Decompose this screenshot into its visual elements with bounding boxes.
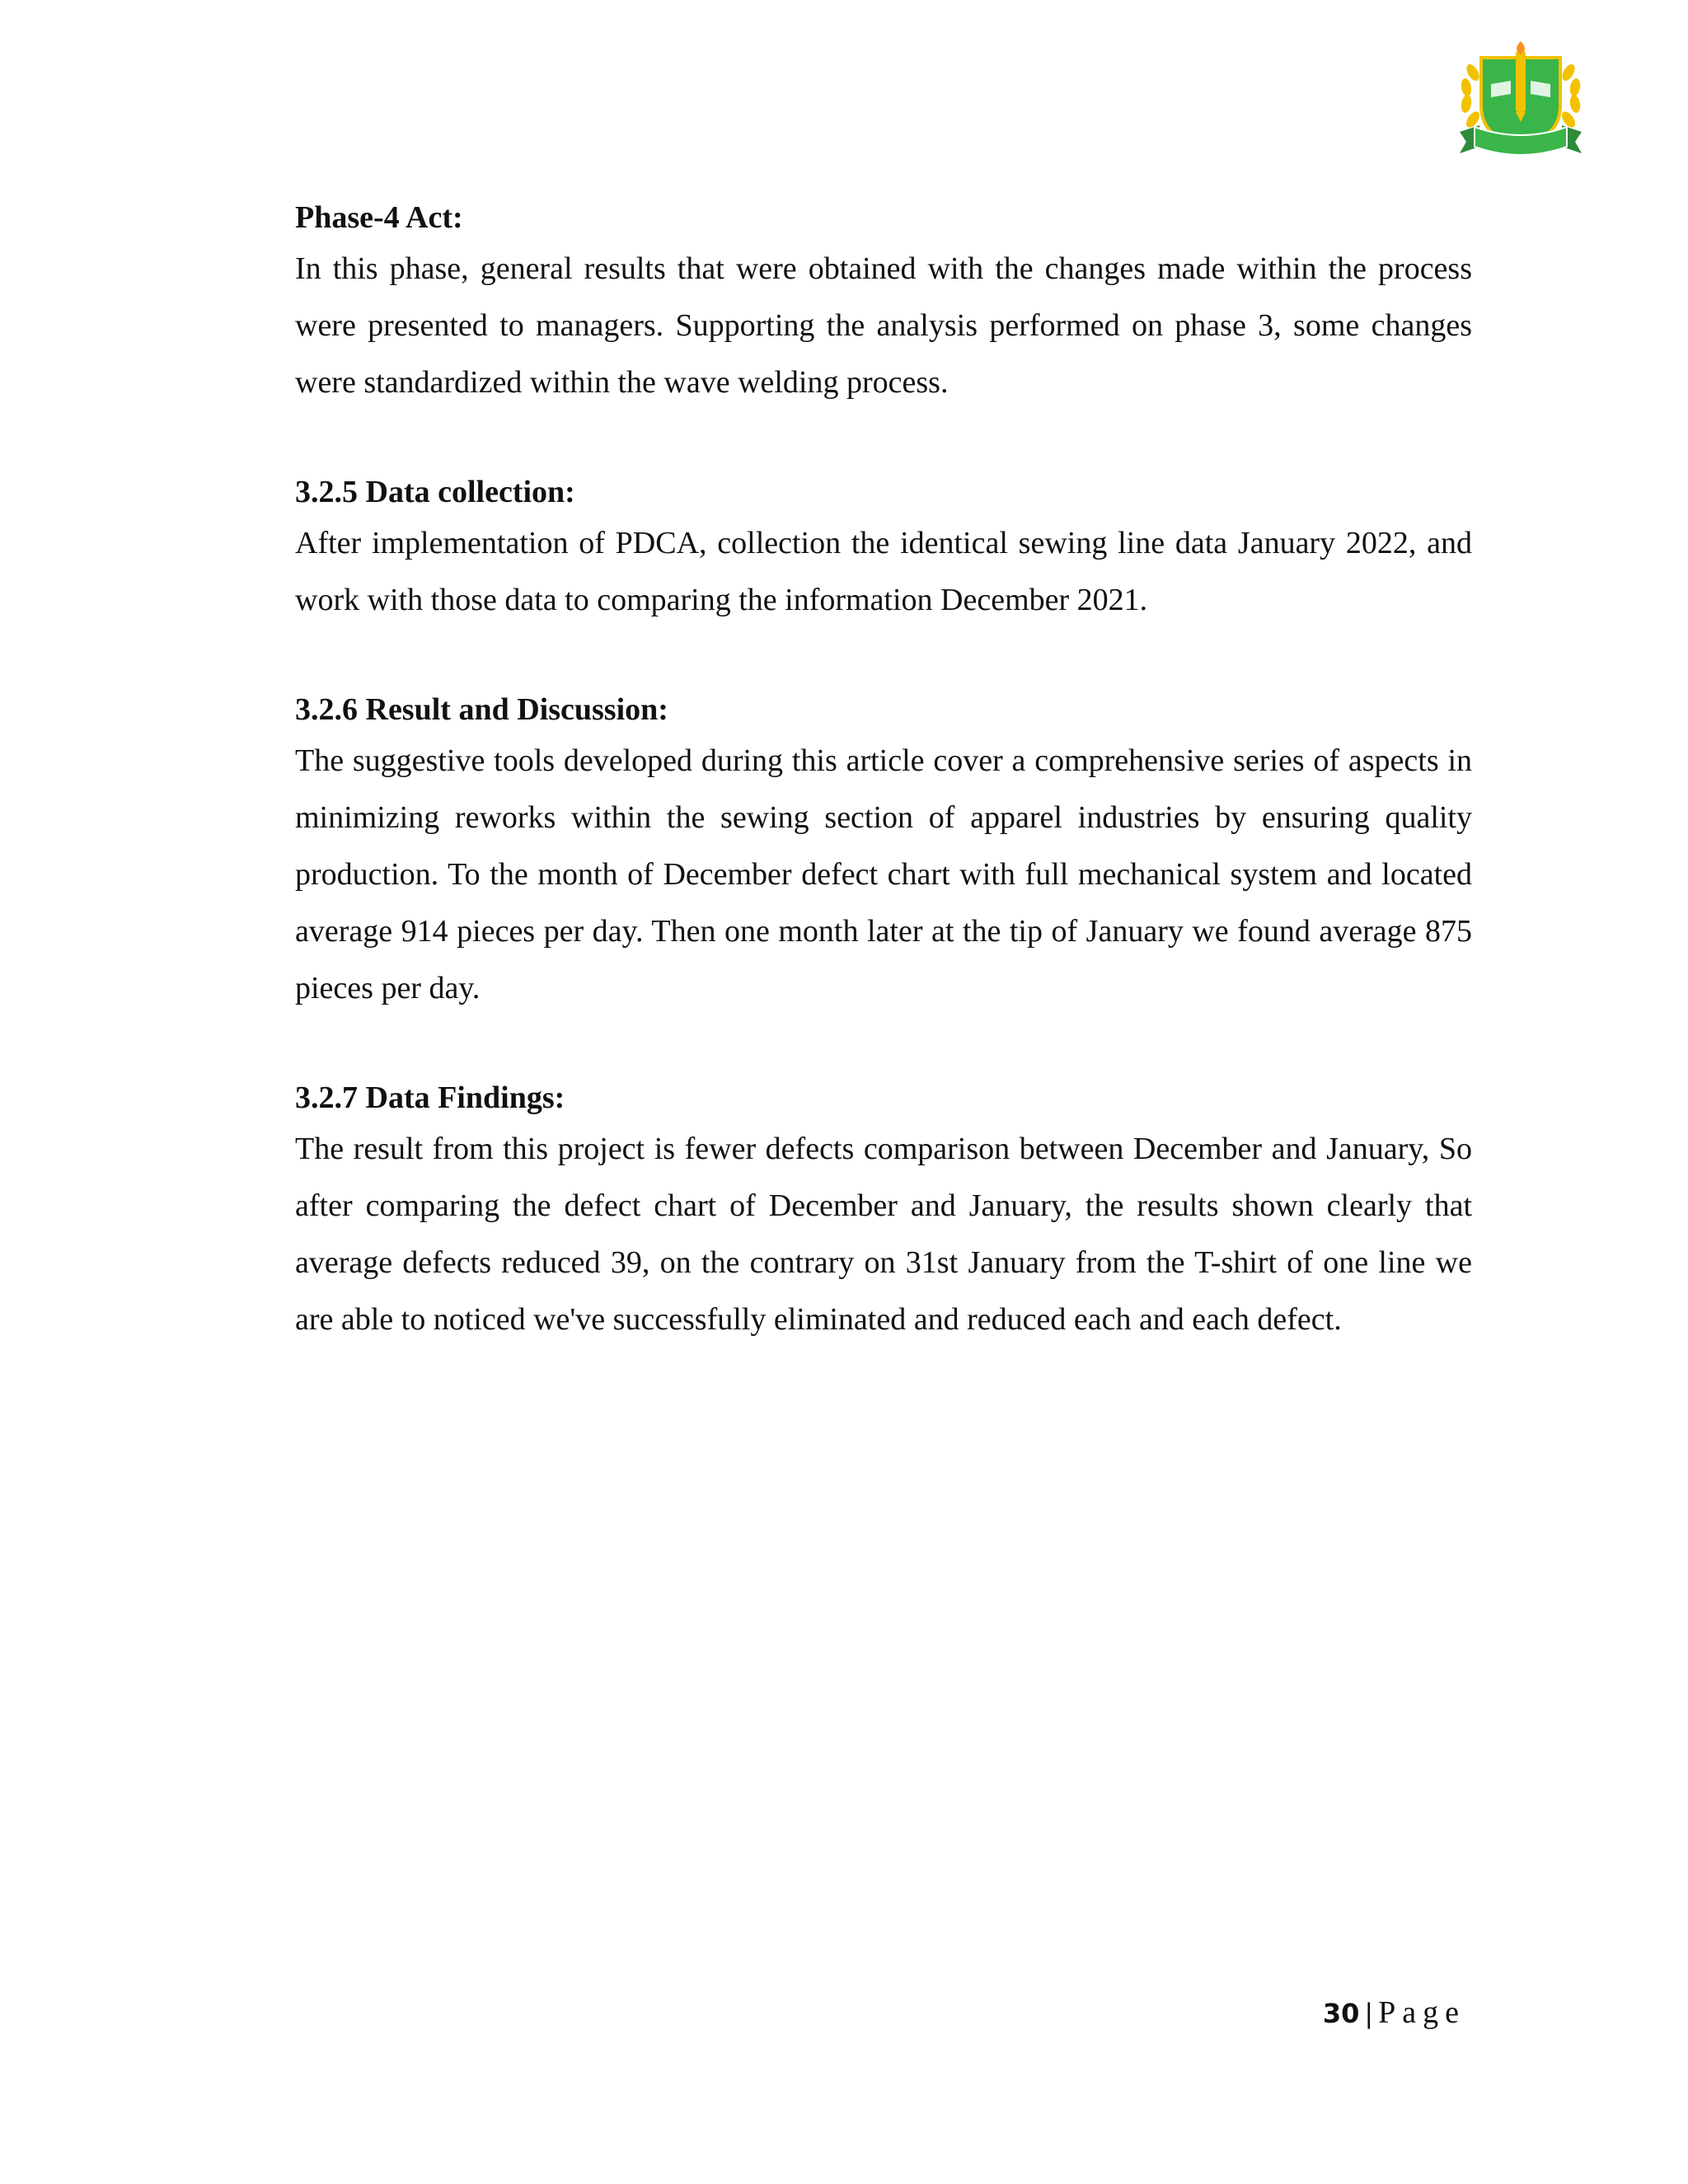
- torch-icon: [1516, 51, 1526, 112]
- section-paragraph: The suggestive tools developed during this article cover a comprehensive series of aspects in minimizing reworks within the sewing section of apparel industries by ensuring quality production. To the month of December defect chart with full mechanical system and located average 914 pieces per day. Then one month later at the tip of January we found average 875 pieces per day.: [295, 743, 1472, 1005]
- page-label: Page: [1378, 1995, 1465, 2030]
- section-paragraph: After implementation of PDCA, collection the identical sewing line data January 2022, and work with those data to comparing the information December 2021.: [295, 526, 1472, 617]
- document-body: [295, 194, 1472, 1406]
- section-heading: 3.2.7 Data Findings:: [295, 1080, 565, 1115]
- page-number: 30: [1322, 1998, 1360, 2029]
- page-footer: [1319, 1993, 1465, 2033]
- section-heading: Phase-4 Act:: [295, 200, 463, 235]
- footer-separator: |: [1364, 1998, 1374, 2029]
- section-paragraph: In this phase, general results that were obtained with the changes made within the process were presented to managers. Supporting the analysis performed on phase 3, some changes were standardized within the wave welding process.: [295, 251, 1472, 400]
- section-heading: 3.2.5 Data collection:: [295, 475, 575, 509]
- green-university-crest-icon: [1455, 40, 1587, 163]
- section-phase-4-act: [295, 194, 1472, 411]
- section-data-findings: [295, 1075, 1472, 1348]
- section-result-and-discussion: [295, 687, 1472, 1017]
- section-heading: 3.2.6 Result and Discussion:: [295, 692, 668, 727]
- section-data-collection: [295, 469, 1472, 629]
- section-paragraph: The result from this project is fewer defects comparison between December and January, So after comparing the defect chart of December and January, the results shown clearly that average defects reduced 39, on the contrary on 31st January from the T-shirt of one line we are able to noticed we've successfully eliminated and reduced each and each defect.: [295, 1132, 1472, 1337]
- university-logo: [1455, 40, 1587, 163]
